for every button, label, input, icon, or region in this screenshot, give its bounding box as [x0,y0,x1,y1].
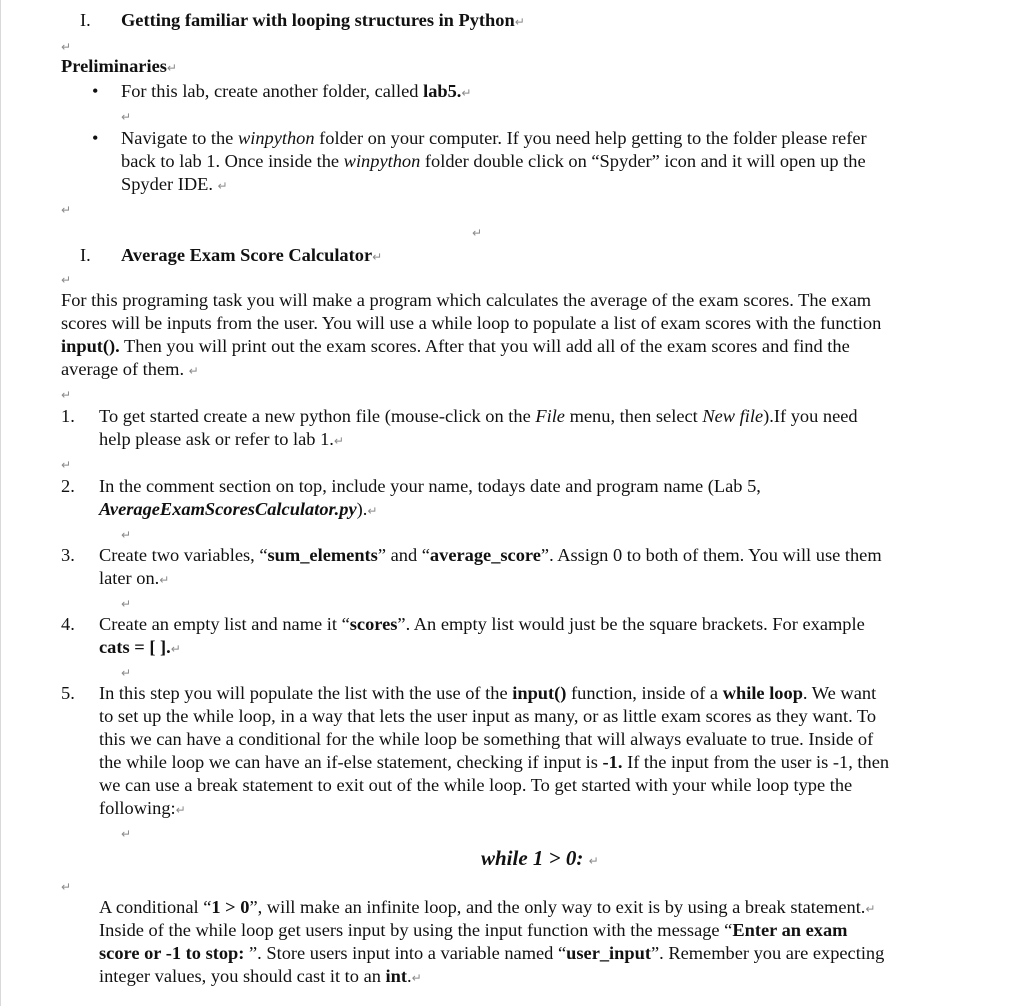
paragraph-mark: ↵ [121,597,132,611]
section-2-title: Average Exam Score Calculator↵ [121,245,383,265]
step-4-line-1: Create an empty list and name it “scores”. An empty list would just be the square brackets. For example [99,614,865,634]
step-2-line-2: AverageExamScoresCalculator.py).↵ [99,499,378,519]
step-5-number: 5. [61,683,75,703]
step-5-line-6: following:↵ [99,798,186,818]
step-3-line-2: later on.↵ [99,568,170,588]
preliminaries-heading: Preliminaries↵ [61,56,177,76]
step-2-line-1: In the comment section on top, include your name, todays date and program name (Lab 5, [99,476,761,496]
bullet-item-winpython-line1: Navigate to the winpython folder on your computer. If you need help getting to the folder please refer [121,128,867,148]
paragraph-mark: ↵ [472,226,483,240]
bullet-item-lab5: For this lab, create another folder, called lab5.↵ [121,81,472,101]
paragraph-mark: ↵ [61,40,72,54]
bullet-dot: • [92,81,99,101]
paragraph-mark: ↵ [61,203,72,217]
intro-line-2: scores will be inputs from the user. You will use a while loop to populate a list of exam scores with the function [61,313,882,333]
intro-line-1: For this programing task you will make a program which calculates the average of the exam scores. The exam [61,290,872,310]
bullet-item-winpython-line2: back to lab 1. Once inside the winpython folder double click on “Spyder” icon and it will open up the [121,151,866,171]
step-2-number: 2. [61,476,75,496]
step-4-line-2: cats = [ ].↵ [99,637,181,657]
step-3-line-1: Create two variables, “sum_elements” and “average_score”. Assign 0 to both of them. You will use them [99,545,882,565]
closing-line-1: A conditional “1 > 0”, will make an infinite loop, and the only way to exit is by using a break statement.↵ [99,897,876,917]
bullet-item-winpython-line3: Spyder IDE. ↵ [121,174,228,194]
paragraph-mark: ↵ [121,528,132,542]
step-5-line-4: the while loop we can have an if-else statement, checking if input is -1. If the input from the user is -1, then [99,752,890,772]
paragraph-mark: ↵ [121,827,132,841]
paragraph-mark: ↵ [121,666,132,680]
step-1-number: 1. [61,406,75,426]
step-5-line-1: In this step you will populate the list with the use of the input() function, inside of a while loop. We want [99,683,877,703]
closing-line-4: integer values, you should cast it to an int.↵ [99,966,422,986]
step-4-number: 4. [61,614,75,634]
intro-line-3: input(). Then you will print out the exam scores. After that you will add all of the exam scores and find the [61,336,850,356]
section-2-numeral: I. [80,245,91,265]
paragraph-mark: ↵ [121,110,132,124]
section-1-title: Getting familiar with looping structures in Python↵ [121,10,525,30]
paragraph-mark: ↵ [61,458,72,472]
step-5-line-5: we can use a break statement to exit out of the while loop. To get started with your while loop type the [99,775,853,795]
step-5-line-2: to set up the while loop, in a way that lets the user input as many, or as little exam scores as they want. To [99,706,877,726]
page-left-border [0,0,1,1006]
step-5-line-3: this we can have a conditional for the while loop be something that will always evaluate to true. Inside of [99,729,874,749]
paragraph-mark: ↵ [61,273,72,287]
step-1-line-1: To get started create a new python file (mouse-click on the File menu, then select New file).If you need [99,406,858,426]
intro-line-4: average of them. ↵ [61,359,199,379]
closing-line-2: Inside of the while loop get users input by using the input function with the message “Enter an exam [99,920,848,940]
paragraph-mark: ↵ [61,880,72,894]
step-1-line-2: help please ask or refer to lab 1.↵ [99,429,344,449]
closing-line-3: score or -1 to stop: ”. Store users input into a variable named “user_input”. Remember you are expecting [99,943,885,963]
code-while-loop: while 1 > 0: ↵ [481,846,599,870]
paragraph-mark: ↵ [61,388,72,402]
bullet-dot: • [92,128,99,148]
section-1-numeral: I. [80,10,91,30]
step-3-number: 3. [61,545,75,565]
